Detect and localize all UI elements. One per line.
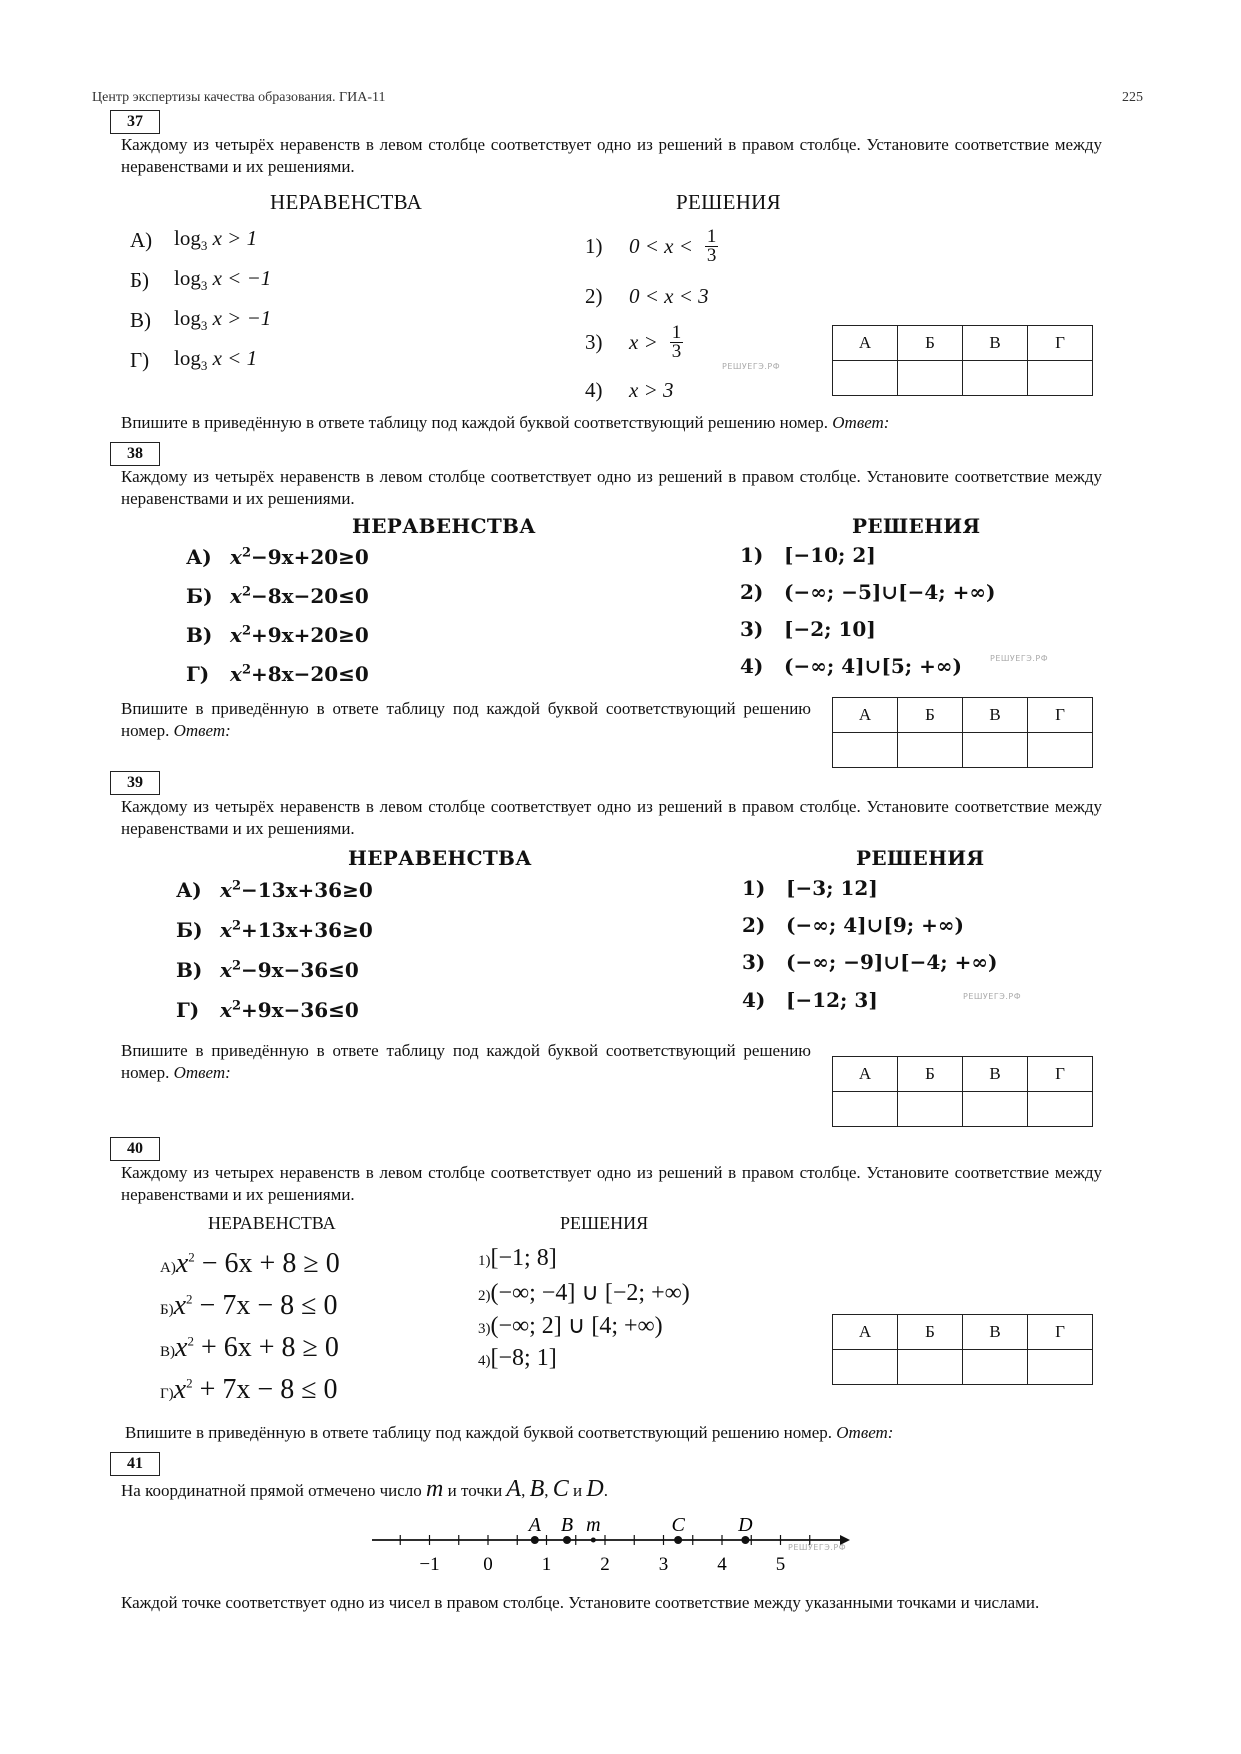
task-37-prompt: Каждому из четырёх неравенств в левом столбце соответствует одно из решений в правом столбце. Установите соответствие между неравенствами и их решениями. — [121, 135, 1102, 176]
task-38-sol-4 — [740, 654, 962, 678]
ineq-expr: $x^2 - 6x + 8 \ge 0$ — [175, 1248, 340, 1279]
label-a: А) — [176, 878, 202, 902]
task-39-ineq-c — [176, 958, 359, 982]
answer-word: Ответ: — [832, 413, 890, 432]
ineq-expr: $x^2 - 7x - 8 \le 0$ — [173, 1290, 338, 1321]
answer-cell-a[interactable] — [833, 1092, 898, 1127]
answer-header-d: Г — [1028, 1315, 1093, 1350]
label-1: 1) — [585, 234, 603, 258]
task-37-sol-2 — [585, 284, 709, 309]
conj-and: и — [573, 1481, 583, 1500]
answer-header-a: А — [833, 326, 898, 361]
log-base: 3 — [200, 238, 208, 254]
label-a: А) — [130, 227, 153, 252]
task-38-ineq-d — [186, 662, 369, 686]
point-a — [531, 1536, 539, 1544]
var-a: A — [506, 1476, 522, 1502]
axis-tick-label: 0 — [483, 1554, 493, 1575]
point-label-a: A — [528, 1514, 541, 1536]
task-39-sol-1 — [742, 876, 878, 900]
answer-word: Ответ: — [173, 1063, 231, 1082]
task-40-answer-table — [832, 1314, 1093, 1385]
task-37-right-title: РЕШЕНИЯ — [676, 190, 781, 214]
frac-den: 3 — [671, 341, 682, 362]
label-d: Г) — [186, 662, 210, 686]
label-c: В) — [160, 1344, 175, 1360]
label-4: 4) — [478, 1353, 491, 1369]
task-38-ineq-c — [186, 623, 369, 647]
answer-cell-d[interactable] — [1028, 361, 1093, 396]
coordinate-line — [370, 1505, 850, 1580]
point-label-m: m — [586, 1514, 601, 1536]
task-39-ineq-a — [176, 878, 373, 902]
log-base: 3 — [200, 278, 208, 294]
answer-header-row — [833, 326, 1093, 361]
sol-expr: [−2; 10] — [784, 617, 876, 641]
label-4: 4) — [742, 988, 766, 1012]
sol-expr: [−12; 3] — [786, 988, 878, 1012]
answer-cell-b[interactable] — [898, 1350, 963, 1385]
task-37-sol-4 — [585, 378, 674, 403]
ineq-body: x > −1 — [212, 306, 272, 330]
log-base: 3 — [200, 358, 208, 374]
ineq-expr: $x^2-9x-36\le 0$ — [220, 958, 359, 982]
frac-num: 1 — [671, 322, 682, 343]
answer-cell-c[interactable] — [963, 1092, 1028, 1127]
label-1: 1) — [740, 543, 764, 567]
point-label-c: C — [671, 1514, 685, 1536]
axis-tick-labels — [419, 1554, 785, 1575]
sol-expr: [−1; 8] — [490, 1245, 557, 1271]
axis-tick-label: −1 — [419, 1554, 440, 1575]
task-number-39: 39 — [110, 771, 160, 795]
task-39-prompt: Каждому из четырёх неравенств в левом столбце соответствует одно из решений в правом столбце. Установите соответствие между неравенствами и их решениями. — [121, 797, 1102, 838]
log-prefix: log — [174, 226, 201, 250]
answer-header-b: Б — [898, 698, 963, 733]
answer-header-d: Г — [1028, 698, 1093, 733]
label-1: 1) — [478, 1253, 491, 1269]
label-2: 2) — [478, 1288, 491, 1304]
ineq-expr: $x^2-8x-20\le 0$ — [230, 584, 369, 608]
label-3: 3) — [742, 950, 766, 974]
label-2: 2) — [585, 284, 603, 308]
task-40-ineq-c — [160, 1332, 339, 1364]
task-40-ineq-d — [160, 1374, 338, 1406]
answer-header-b: Б — [898, 1057, 963, 1092]
task-number-37: 37 — [110, 110, 160, 134]
sol-expr: 0 < x < — [629, 234, 693, 258]
answer-header-a: А — [833, 698, 898, 733]
task-38-ineq-a — [186, 545, 369, 569]
answer-input-row — [833, 1350, 1093, 1385]
task-39-left-title: НЕРАВЕНСТВА — [348, 846, 532, 870]
task-37-sol-3 — [585, 324, 683, 361]
task-38-left-title: НЕРАВЕНСТВА — [352, 514, 536, 538]
var-m: m — [426, 1476, 444, 1502]
point-label-d: D — [738, 1514, 753, 1536]
page-header-title: Центр экспертизы качества образования. ГИА-11 — [92, 90, 386, 105]
ineq-expr: $x^2 + 7x - 8 \le 0$ — [173, 1374, 338, 1405]
watermark: РЕШУЕГЭ.РФ — [990, 654, 1049, 663]
sol-expr: x > 3 — [629, 378, 674, 402]
task-39-sol-2 — [742, 913, 964, 937]
answer-header-b: Б — [898, 1315, 963, 1350]
task-41-prompt-after: Каждой точке соответствует одно из чисел в правом столбце. Установите соответствие между указанными точками и числами. — [121, 1593, 1040, 1612]
task-39-instruction — [121, 1040, 811, 1084]
answer-input-row — [833, 733, 1093, 768]
axis-tick-label: 3 — [658, 1554, 669, 1575]
task-38-instruction — [121, 698, 811, 742]
label-3: 3) — [478, 1321, 491, 1337]
log-base: 3 — [200, 318, 208, 334]
task-40-instruction — [125, 1422, 893, 1444]
task-40-sol-4 — [478, 1345, 557, 1372]
answer-cell-c[interactable] — [963, 361, 1028, 396]
var-b: B — [529, 1476, 545, 1502]
sol-expr: [−3; 12] — [786, 876, 878, 900]
label-d: Г) — [130, 347, 150, 372]
ineq-expr: $x^2+9x+20\ge 0$ — [230, 623, 369, 647]
page-number: 225 — [1122, 90, 1143, 105]
watermark: РЕШУЕГЭ.РФ — [963, 992, 1022, 1001]
label-b: Б) — [186, 584, 213, 608]
ineq-expr — [174, 266, 271, 294]
label-4: 4) — [585, 378, 603, 402]
task-41-prompt: На координатной прямой отмечено число m и точки A, B, C и D. — [121, 1476, 608, 1502]
ineq-expr: $x^2-13x+36\ge 0$ — [220, 878, 373, 902]
task-38-answer-table — [832, 697, 1093, 768]
answer-cell-d[interactable] — [1028, 1092, 1093, 1127]
instruction-text: Впишите в приведённую в ответе таблицу под каждой буквой соответствующий решению номер. — [121, 413, 829, 432]
axis-tick-label: 4 — [717, 1554, 727, 1575]
axis-tick-label: 2 — [600, 1554, 610, 1575]
answer-header-row — [833, 1057, 1093, 1092]
answer-cell-b[interactable] — [898, 361, 963, 396]
task-38-ineq-b — [186, 584, 369, 608]
task-39-answer-table — [832, 1056, 1093, 1127]
task-40-right-title: РЕШЕНИЯ — [560, 1213, 649, 1233]
label-4: 4) — [740, 654, 764, 678]
frac-num: 1 — [706, 226, 717, 247]
label-1: 1) — [742, 876, 766, 900]
point-b — [563, 1536, 571, 1544]
instruction-text: Впишите в приведённую в ответе таблицу под каждой буквой соответствующий решению номер. — [121, 1041, 811, 1082]
answer-input-row — [833, 1092, 1093, 1127]
task-number-41: 41 — [110, 1452, 160, 1476]
answer-cell-c[interactable] — [963, 1350, 1028, 1385]
answer-cell-a[interactable] — [833, 361, 898, 396]
task-number-38: 38 — [110, 442, 160, 466]
label-a: А) — [160, 1260, 176, 1276]
task-39-sol-3 — [742, 950, 997, 974]
instruction-text: Впишите в приведённую в ответе таблицу под каждой буквой соответствующий решению номер. — [121, 699, 811, 740]
axis-tick-label: 1 — [541, 1554, 552, 1575]
answer-header-row — [833, 1315, 1093, 1350]
sol-expr: [−8; 1] — [490, 1345, 557, 1371]
ineq-expr — [174, 346, 257, 374]
task-39-sol-4 — [742, 988, 878, 1012]
ineq-expr: $x^2+9x-36\le 0$ — [220, 998, 359, 1022]
task-38-sol-1 — [740, 543, 876, 567]
ineq-expr: $x^2+13x+36\ge 0$ — [220, 918, 373, 942]
label-b: Б) — [130, 267, 150, 292]
point-m — [591, 1538, 596, 1543]
log-prefix: log — [174, 266, 201, 290]
task-40-left-title: НЕРАВЕНСТВА — [208, 1213, 336, 1233]
task-37-ineq-a — [130, 226, 257, 254]
frac-den: 3 — [706, 245, 717, 266]
sol-expr: (−∞; 2] ∪ [4; +∞) — [490, 1313, 663, 1339]
task-40-prompt: Каждому из четырех неравенств в левом столбце соответствует одно из решений в правом столбце. Установите соответствие между неравенствами и их решениями. — [121, 1163, 1102, 1204]
ineq-body: x < −1 — [212, 266, 272, 290]
watermark: РЕШУЕГЭ.РФ — [788, 1543, 847, 1552]
label-3: 3) — [585, 330, 603, 354]
label-d: Г) — [176, 998, 200, 1022]
fraction-one-third — [705, 228, 719, 265]
label-a: А) — [186, 545, 212, 569]
task-39-ineq-b — [176, 918, 373, 942]
answer-cell-a[interactable] — [833, 733, 898, 768]
task-37-sol-1 — [585, 228, 718, 265]
sol-expr: 0 < x < 3 — [629, 284, 709, 308]
answer-cell-a[interactable] — [833, 1350, 898, 1385]
task-40-sol-3 — [478, 1311, 663, 1340]
task-40-ineq-b — [160, 1290, 338, 1322]
task-40-sol-2 — [478, 1278, 690, 1307]
answer-cell-d[interactable] — [1028, 733, 1093, 768]
sol-expr: x > — [629, 330, 658, 354]
ineq-expr: $x^2+8x-20\le 0$ — [230, 662, 369, 686]
answer-header-d: Г — [1028, 326, 1093, 361]
task-number-40: 40 — [110, 1137, 160, 1161]
answer-header-a: А — [833, 1315, 898, 1350]
log-prefix: log — [174, 306, 201, 330]
axis-tick-label: 5 — [775, 1554, 786, 1575]
task-37-left-title: НЕРАВЕНСТВА — [270, 190, 423, 214]
task-39-ineq-d — [176, 998, 359, 1022]
task-38-sol-3 — [740, 617, 876, 641]
prompt-text: и точки — [447, 1481, 503, 1500]
label-c: В) — [130, 307, 151, 332]
sol-expr: (−∞; 4]∪[5; +∞) — [784, 654, 962, 678]
answer-cell-c[interactable] — [963, 733, 1028, 768]
answer-cell-b[interactable] — [898, 733, 963, 768]
answer-header-d: Г — [1028, 1057, 1093, 1092]
task-37-answer-table — [832, 325, 1093, 396]
answer-header-a: А — [833, 1057, 898, 1092]
sol-expr: (−∞; −4] ∪ [−2; +∞) — [490, 1280, 690, 1306]
answer-input-row — [833, 361, 1093, 396]
log-prefix: log — [174, 346, 201, 370]
answer-word: Ответ: — [836, 1423, 894, 1442]
task-37-ineq-c — [130, 306, 271, 334]
label-3: 3) — [740, 617, 764, 641]
ineq-body: x < 1 — [212, 346, 258, 370]
var-c: C — [552, 1476, 569, 1502]
point-c — [674, 1536, 682, 1544]
prompt-text: На координатной прямой отмечено число — [121, 1481, 422, 1500]
task-40-ineq-a — [160, 1248, 340, 1280]
task-38-right-title: РЕШЕНИЯ — [852, 514, 981, 538]
sol-expr: (−∞; 4]∪[9; +∞) — [786, 913, 964, 937]
answer-cell-d[interactable] — [1028, 1350, 1093, 1385]
answer-cell-b[interactable] — [898, 1092, 963, 1127]
task-37-ineq-d — [130, 346, 257, 374]
sol-expr: (−∞; −9]∪[−4; +∞) — [786, 950, 998, 974]
answer-header-row — [833, 698, 1093, 733]
answer-header-c: В — [963, 1315, 1028, 1350]
label-b: Б) — [160, 1302, 174, 1318]
sol-expr: [−10; 2] — [784, 543, 876, 567]
point-label-b: B — [560, 1514, 574, 1536]
task-37-ineq-b — [130, 266, 271, 294]
watermark: РЕШУЕГЭ.РФ — [722, 362, 781, 371]
var-d: D — [586, 1476, 604, 1502]
task-37-instruction — [121, 412, 889, 434]
fraction-one-third — [670, 324, 684, 361]
ineq-expr: $x^2-9x+20\ge 0$ — [230, 545, 369, 569]
task-38-prompt: Каждому из четырёх неравенств в левом столбце соответствует одно из решений в правом столбце. Установите соответствие между неравенствами и их решениями. — [121, 467, 1102, 508]
ineq-body: x > 1 — [212, 226, 258, 250]
task-40-sol-1 — [478, 1245, 557, 1272]
ineq-expr — [174, 226, 257, 254]
answer-header-b: Б — [898, 326, 963, 361]
sol-expr: (−∞; −5]∪[−4; +∞) — [784, 580, 996, 604]
answer-word: Ответ: — [173, 721, 231, 740]
label-2: 2) — [742, 913, 766, 937]
label-2: 2) — [740, 580, 764, 604]
task-38-sol-2 — [740, 580, 995, 604]
ineq-expr — [174, 306, 271, 334]
answer-header-c: В — [963, 698, 1028, 733]
point-d — [741, 1536, 749, 1544]
instruction-text: Впишите в приведённую в ответе таблицу под каждой буквой соответствующий решению номер. — [125, 1423, 833, 1442]
label-c: В) — [186, 623, 213, 647]
answer-header-c: В — [963, 326, 1028, 361]
task-39-right-title: РЕШЕНИЯ — [856, 846, 985, 870]
label-d: Г) — [160, 1386, 174, 1402]
answer-header-c: В — [963, 1057, 1028, 1092]
label-c: В) — [176, 958, 203, 982]
ineq-expr: $x^2 + 6x + 8 \ge 0$ — [175, 1332, 339, 1363]
label-b: Б) — [176, 918, 203, 942]
